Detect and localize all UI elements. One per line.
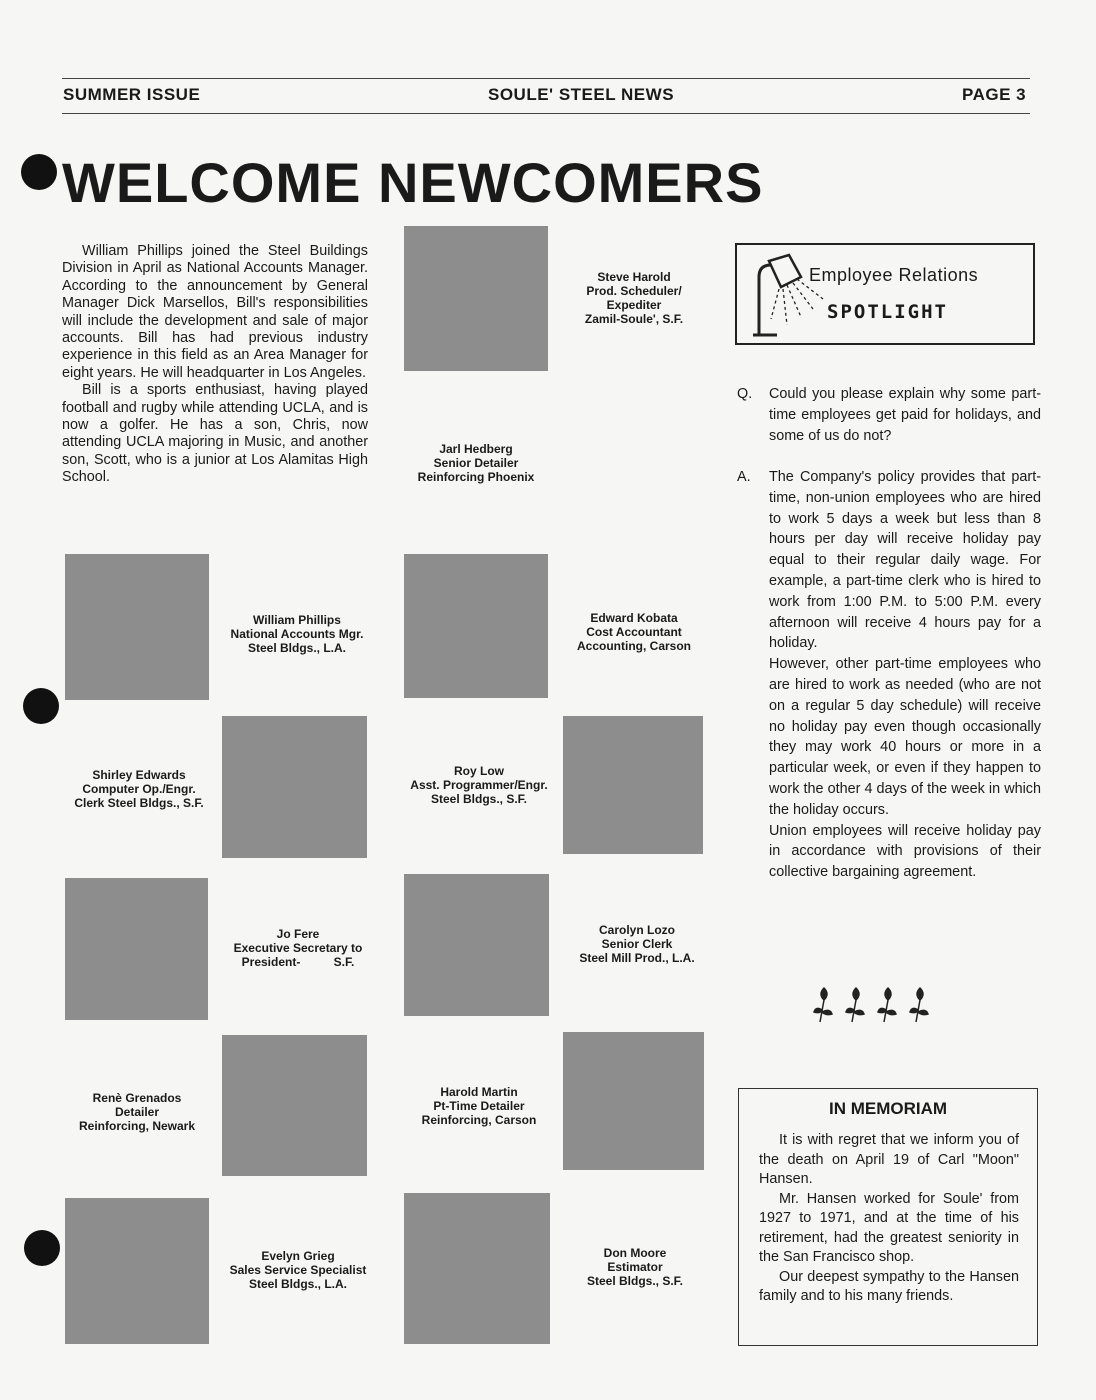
portrait-photo [404, 1193, 550, 1344]
page-title: WELCOME NEWCOMERS [62, 151, 764, 214]
caption-carolyn-lozo: Carolyn Lozo Senior Clerk Steel Mill Prod., L.A. [579, 923, 695, 965]
memoriam-paragraph: Mr. Hansen worked for Soule' from 1927 to 1971, and at the time of his retirement, had the greatest seniority in the San Francisco shop. [759, 1190, 1019, 1265]
portrait-photo [404, 226, 548, 371]
issue-label: SUMMER ISSUE [63, 85, 201, 104]
flower-ornament-icon [806, 984, 946, 1028]
lamp-icon [741, 247, 831, 343]
caption-jarl-hedberg: Jarl Hedberg Senior Detailer Reinforcing Phoenix [417, 442, 535, 484]
answer-block [737, 467, 1041, 883]
caption-steve-harold: Steve Harold Prod. Scheduler/ Expediter Zamil-Soule', S.F. [584, 270, 684, 326]
caption-rene-grenados: Renè Grenados Detailer Reinforcing, Newark [78, 1091, 196, 1133]
caption-shirley-edwards: Shirley Edwards Computer Op./Engr. Clerk Steel Bldgs., S.F. [74, 768, 204, 810]
caption-evelyn-grieg: Evelyn Grieg Sales Service Specialist Steel Bldgs., L.A. [229, 1249, 367, 1291]
caption-don-moore: Don Moore Estimator Steel Bldgs., S.F. [586, 1246, 684, 1288]
answer-paragraph: However, other part-time employees who are hired to work as needed (who are not on a regular 5 day schedule) will receive no holiday pay even though occasionally they may work 40 hours or more in a particular week, or even if they happen to work the other 4 days of the week in which the holiday occurs. [769, 656, 1041, 818]
employee-relations-spotlight-banner [735, 243, 1035, 345]
binder-hole-bottom [24, 1230, 60, 1266]
portrait-photo [65, 1198, 209, 1344]
portrait-photo [563, 716, 703, 854]
memoriam-paragraph: It is with regret that we inform you of the death on April 19 of Carl "Moon" Hansen. [759, 1132, 1019, 1187]
intro-paragraph: William Phillips joined the Steel Buildings Division in April as National Accounts Manager. According to the announcement by General Manager Dick Marsellos, Bill's responsibilities will include the development and sale of major accounts. Bill has had previous industry experience in this field as an Area Manager for eight years. He will headquarter in Los Angeles. [62, 243, 368, 381]
answer-marker: A. [737, 469, 751, 485]
memoriam-title: IN MEMORIAM [828, 1099, 948, 1118]
spotlight-line-1: Employee Relations [809, 265, 979, 285]
portrait-photo [222, 1035, 367, 1176]
caption-jo-fere: Jo Fere Executive Secretary to President- S.F. [233, 927, 363, 969]
newsletter-name: SOULE' STEEL NEWS [488, 85, 675, 104]
page-number: PAGE 3 [962, 85, 1027, 104]
portrait-photo [65, 878, 208, 1020]
caption-roy-low: Roy Low Asst. Programmer/Engr. Steel Bldgs., S.F. [410, 764, 548, 806]
memoriam-paragraph: Our deepest sympathy to the Hansen family and to his many friends. [759, 1268, 1019, 1304]
question-marker: Q. [737, 386, 753, 402]
header-bottom-rule [62, 113, 1030, 114]
binder-hole-top [21, 154, 57, 190]
header-top-rule [62, 78, 1030, 79]
portrait-photo [563, 388, 703, 534]
portrait-photo [222, 716, 367, 858]
intro-paragraph: Bill is a sports enthusiast, having played football and rugby while attending UCLA, and is now a golfer. He has a son, Chris, now attending UCLA majoring in Music, and another son, Scott, who is a junior at Los Alamitas High School. [62, 382, 368, 486]
answer-paragraph: Union employees will receive holiday pay in accordance with provisions of their collective bargaining agreement. [769, 822, 1041, 881]
intro-article [62, 243, 368, 487]
question-text: Could you please explain why some part-time employees get paid for holidays, and some of us do not? [769, 386, 1041, 444]
portrait-photo [65, 554, 209, 700]
portrait-photo [563, 1032, 704, 1170]
portrait-photo [404, 554, 548, 698]
caption-harold-martin: Harold Martin Pt-Time Detailer Reinforcing, Carson [421, 1085, 537, 1127]
caption-william-phillips: William Phillips National Accounts Mgr. Steel Bldgs., L.A. [230, 613, 364, 655]
spotlight-line-2: SPOTLIGHT [827, 301, 948, 323]
caption-edward-kobata: Edward Kobata Cost Accountant Accounting, Carson [576, 611, 691, 653]
binder-hole-middle [23, 688, 59, 724]
question-block [737, 384, 1041, 446]
portrait-photo [404, 874, 549, 1016]
answer-paragraph: The Company's policy provides that part-time, non-union employees who are hired to work 5 days a week but less than 8 hours per day will receive holiday pay equal to their regular daily wage. For example, a part-time clerk who is hired to work from 1:00 P.M. to 5:00 P.M. every afternoon will receive 4 hours pay for a holiday. [769, 469, 1041, 652]
in-memoriam-box [738, 1088, 1038, 1346]
